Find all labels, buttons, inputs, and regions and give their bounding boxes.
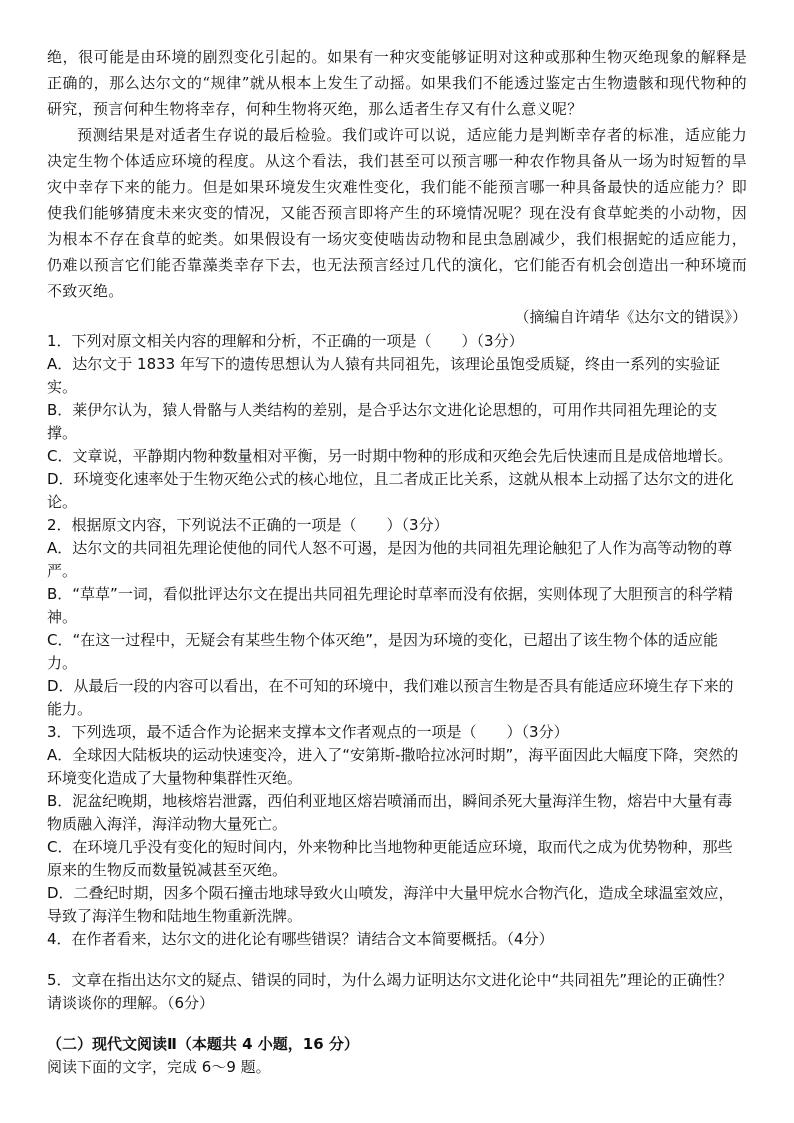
passage-paragraph-1: 绝，很可能是由环境的剧烈变化引起的。如果有一种灾变能够证明对这种或那种生物灭绝现象的解释是正确的，那么达尔文的“规律”就从根本上发生了动摇。如果我们不能透过鉴定古生物遗骸和现代物种的研究，预言何种生物将幸存，何种生物将灭绝，那么适者生存又有什么意义呢？ (47, 48, 747, 118)
question-3 (47, 721, 747, 928)
passage-source: （摘编自许靖华《达尔文的错误》） (514, 308, 747, 326)
question-2-option-d: D．从最后一段的内容可以看出，在不可知的环境中，我们难以预言生物是否具有能适应环境生存下来的能力。 (47, 677, 734, 718)
question-2-option-b: B．“草草”一词，看似批评达尔文在提出共同祖先理论时草率而没有依据，实则体现了大胆预言的科学精神。 (47, 585, 733, 626)
question-3-option-c: C．在环境几乎没有变化的短时间内，外来物种比当地物种更能适应环境，取而代之成为优势物种，那些原来的生物反而数量锐减甚至灭绝。 (47, 838, 733, 879)
passage-paragraph-2: 预测结果是对适者生存说的最后检验。我们或许可以说，适应能力是判断幸存者的标准，适应能力决定生物个体适应环境的程度。从这个看法，我们甚至可以预言哪一种农作物具备从一场为时短暂的旱灾中幸存下来的能力。但是如果环境发生灾难性变化，我们能不能预言哪一种具备最快的适应能力？即使我们能够猜度未来灾变的情况，又能否预言即将产生的环境情况呢？现在没有食草蛇类的小动物，因为根本不存在食草的蛇类。如果假设有一场灾变使啮齿动物和昆虫急剧减少，我们根据蛇的适应能力，仍难以预言它们能否靠藻类幸存下去，也无法预言经过几代的演化，它们能否有机会创造出一种环境而不致灭绝。 (47, 126, 747, 300)
question-1-option-d: D．环境变化速率处于生物灭绝公式的核心地位，且二者成正比关系，这就从根本上动摇了达尔文的进化论。 (47, 470, 734, 511)
question-3-option-b: B．泥盆纪晚期，地核熔岩泄露，西伯利亚地区熔岩喷涌而出，瞬间杀死大量海洋生物，熔岩中大量有毒物质融入海洋，海洋动物大量死亡。 (47, 792, 733, 833)
question-1-option-c: C．文章说，平静期内物种数量相对平衡，另一时期中物种的形成和灭绝会先后快速而且是成倍地增长。 (47, 447, 733, 465)
question-2-option-c: C．“在这一过程中，无疑会有某些生物个体灭绝”，是因为环境的变化，已超出了该生物个体的适应能力。 (47, 631, 719, 672)
question-4: 4．在作者看来，达尔文的进化论有哪些错误？请结合文本简要概括。（4分） (47, 930, 554, 948)
question-2-stem: 2．根据原文内容，下列说法不正确的一项是（ ）（3分） (47, 516, 449, 534)
question-2 (47, 514, 747, 721)
question-2-option-a: A．达尔文的共同祖先理论使他的同代人怒不可遏，是因为他的共同祖先理论触犯了人作为高等动物的尊严。 (47, 539, 733, 580)
question-3-option-a: A．全球因大陆板块的运动快速变冷，进入了“安第斯-撒哈拉冰河时期”，海平面因此大幅度下降，突然的环境变化造成了大量物种集群性灭绝。 (47, 746, 739, 787)
question-1 (47, 330, 747, 514)
question-3-stem: 3．下列选项，最不适合作为论据来支撑本文作者观点的一项是（ ）（3分） (47, 723, 569, 741)
exam-page (47, 44, 747, 1079)
question-1-option-b: B．莱伊尔认为，猿人骨骼与人类结构的差别，是合乎达尔文进化论思想的，可用作共同祖先理论的支撑。 (47, 401, 718, 442)
question-5: 5．文章在指出达尔文的疑点、错误的同时，为什么竭力证明达尔文进化论中“共同祖先”理论的正确性？请谈谈你的理解。（6分） (47, 971, 733, 1012)
question-3-option-d: D．二叠纪时期，因多个陨石撞击地球导致火山喷发，海洋中大量甲烷水合物汽化，造成全球温室效应，导致了海洋生物和陆地生物重新洗牌。 (47, 884, 734, 925)
section-2-title: （二）现代文阅读Ⅱ（本题共 4 小题，16 分） (47, 1035, 359, 1053)
question-1-stem: 1．下列对原文相关内容的理解和分析，不正确的一项是（ ）（3分） (47, 332, 524, 350)
question-1-option-a: A．达尔文于 1833 年写下的遗传思想认为人猿有共同祖先，该理论虽饱受质疑，终由一系列的实验证实。 (47, 355, 720, 396)
section-2-instruction: 阅读下面的文字，完成 6～9 题。 (47, 1058, 271, 1076)
